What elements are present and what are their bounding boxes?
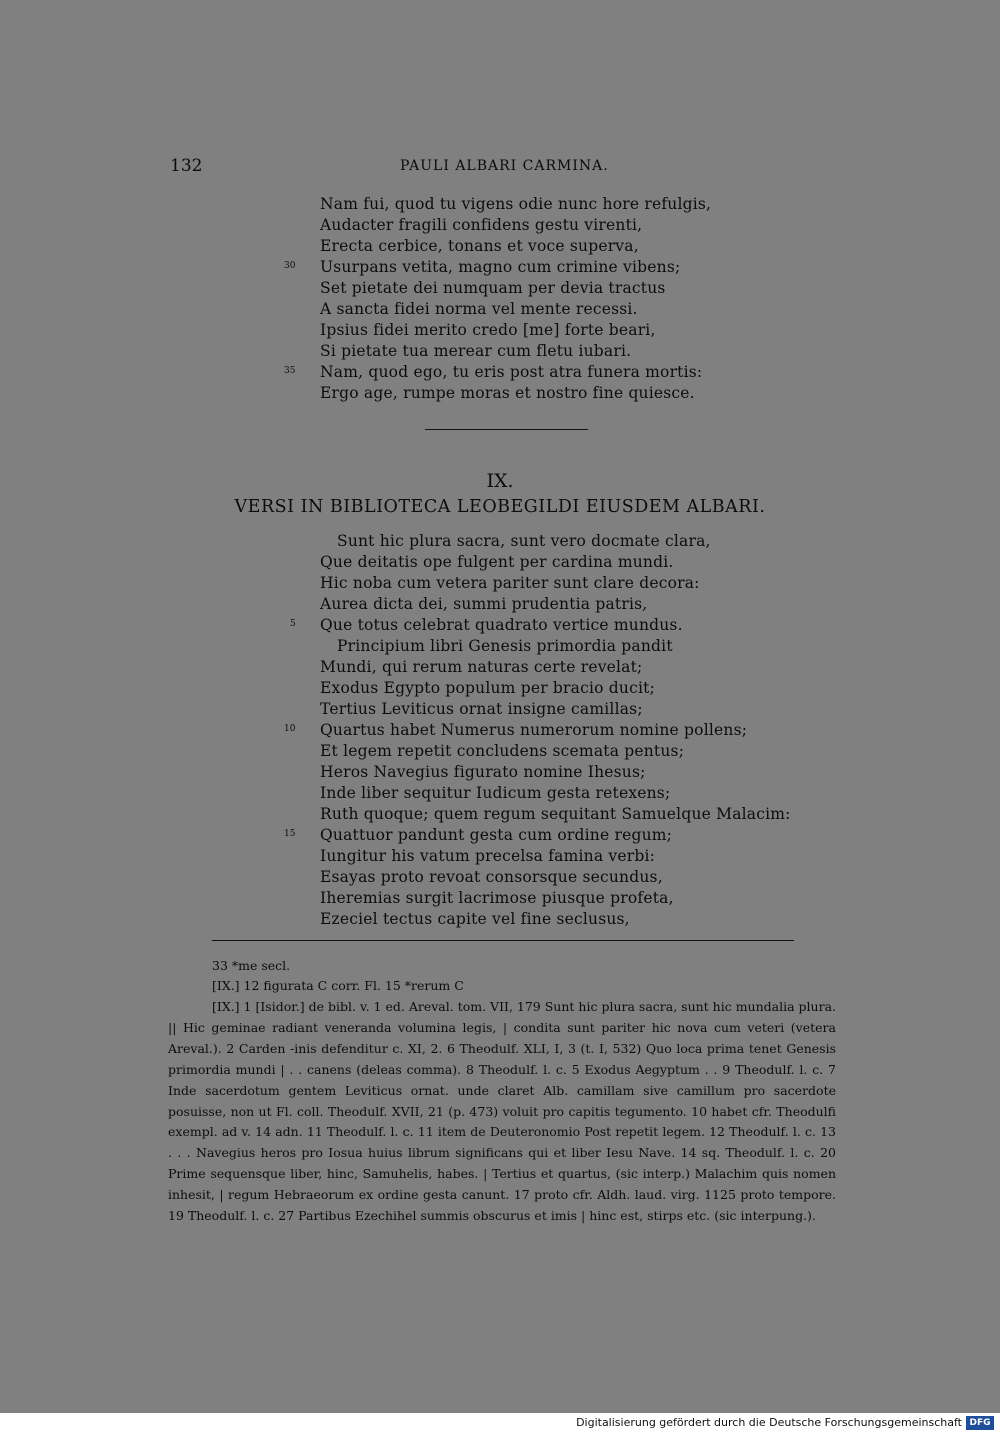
section-divider	[425, 429, 588, 430]
line-number: 10	[284, 724, 296, 734]
footer-credit: Digitalisierung gefördert durch die Deutsche Forschungsgemeinschaft	[576, 1416, 962, 1429]
verse-line: Iheremias surgit lacrimose piusque profeta,	[320, 889, 674, 907]
critical-apparatus	[212, 956, 464, 996]
section-title: VERSI IN BIBLIOTECA LEOBEGILDI EIUSDEM ALBARI.	[234, 497, 766, 517]
verse-line: Ipsius fidei merito credo [me] forte beari,	[320, 321, 656, 339]
verse-line: Iungitur his vatum precelsa famina verbi:	[320, 847, 656, 865]
verse-line: Quartus habet Numerus numerorum nomine pollens;	[320, 721, 748, 739]
verse-line: Aurea dicta dei, summi prudentia patris,	[320, 595, 648, 613]
verse-line: Quattuor pandunt gesta cum ordine regum;	[320, 826, 673, 844]
critical-note: 33 *me secl.	[212, 958, 291, 973]
verse-line: Set pietate dei numquam per devia tractus	[320, 279, 666, 297]
verse-line: Si pietate tua merear cum fletu iubari.	[320, 342, 632, 360]
verse-line: Audacter fragili confidens gestu virenti,	[320, 216, 643, 234]
line-number: 5	[290, 619, 296, 629]
verse-line: Ezeciel tectus capite vel fine seclusus,	[320, 910, 630, 928]
verse-line: Esayas proto revoat consorsque secundus,	[320, 868, 663, 886]
verse-line: Principium libri Genesis primordia pandit	[337, 637, 673, 655]
verse-line: Erecta cerbice, tonans et voce superva,	[320, 237, 639, 255]
verse-line: Ruth quoque; quem regum sequitant Samuelque Malacim:	[320, 805, 791, 823]
page-header	[170, 156, 810, 180]
verse-line: Hic noba cum vetera pariter sunt clare decora:	[320, 574, 700, 592]
dfg-logo-icon: DFG	[966, 1416, 994, 1430]
source-apparatus	[168, 997, 836, 1227]
source-note: [IX.] 1 [Isidor.] de bibl. v. 1 ed. Areval. tom. VII, 179 Sunt hic plura sacra, sunt hic mundalia plura. || Hic geminae radiant veneranda volumina legis, | condita sunt pariter hic nova cum veteri (vetera Areval.). 2 Carden -inis defenditur c. XI, 2. 6 Theodulf. XLI, I, 3 (t. I, 532) Quo loca prima tenet Genesis primordia mundi | . . canens (deleas comma). 8 Theodulf. l. c. 5 Exodus Aegyptum . . 9 Theodulf. l. c. 7 Inde sacerdotum gentem Leviticus ornat. unde claret Alb. camillam sive camillum pro sacerdote posuisse, non ut Fl. coll. Theodulf. XVII, 21 (p. 473) voluit pro capitis tegumento. 10 habet cfr. Theodulfi exempl. ad v. 14 adn. 11 Theodulf. l. c. 11 item de Deuteronomio Post repetit legem. 12 Theodulf. l. c. 13 . . . Navegius heros pro Iosua huius librum significans qui et liber Iesu Nave. 14 sq. Theodulf. l. c. 20 Prime sequensque liber, hinc, Samuhelis, habes. | Tertius et quartus, (sic interp.) Malachim quis nomen inhesit, | regum Hebraeorum ex ordine gesta canunt. 17 proto cfr. Aldh. laud. virg. 1125 proto tempore. 19 Theodulf. l. c. 27 Partibus Ezechihel summis obscurus et imis | hinc est, stirps etc. (sic interpung.).	[168, 999, 836, 1224]
verse-line: Nam, quod ego, tu eris post atra funera mortis:	[320, 363, 703, 381]
verse-line: Et legem repetit concludens scemata pentus;	[320, 742, 685, 760]
verse-line: Sunt hic plura sacra, sunt vero docmate clara,	[337, 532, 711, 550]
verse-line: A sancta fidei norma vel mente recessi.	[320, 300, 638, 318]
critical-note: [IX.] 12 figurata C corr. Fl. 15 *rerum C	[212, 978, 464, 993]
line-number: 35	[284, 366, 296, 376]
running-head: PAULI ALBARI CARMINA.	[400, 158, 609, 174]
verse-line: Ergo age, rumpe moras et nostro fine quiesce.	[320, 384, 695, 402]
verse-line: Nam fui, quod tu vigens odie nunc hore refulgis,	[320, 195, 712, 213]
footer-bar	[0, 1413, 1000, 1434]
verse-line: Inde liber sequitur Iudicum gesta retexens;	[320, 784, 671, 802]
line-number: 30	[284, 261, 296, 271]
verse-line: Exodus Egypto populum per bracio ducit;	[320, 679, 655, 697]
line-number: 15	[284, 829, 296, 839]
verse-line: Mundi, qui rerum naturas certe revelat;	[320, 658, 643, 676]
verse-line: Tertius Leviticus ornat insigne camillas;	[320, 700, 643, 718]
footnote-divider	[212, 940, 794, 941]
verse-line: Usurpans vetita, magno cum crimine vibens;	[320, 258, 681, 276]
verse-line: Heros Navegius figurato nomine Ihesus;	[320, 763, 646, 781]
section-number: IX.	[486, 470, 514, 492]
page-number: 132	[170, 156, 203, 176]
verse-line: Que deitatis ope fulgent per cardina mundi.	[320, 553, 674, 571]
verse-line: Que totus celebrat quadrato vertice mundus.	[320, 616, 683, 634]
